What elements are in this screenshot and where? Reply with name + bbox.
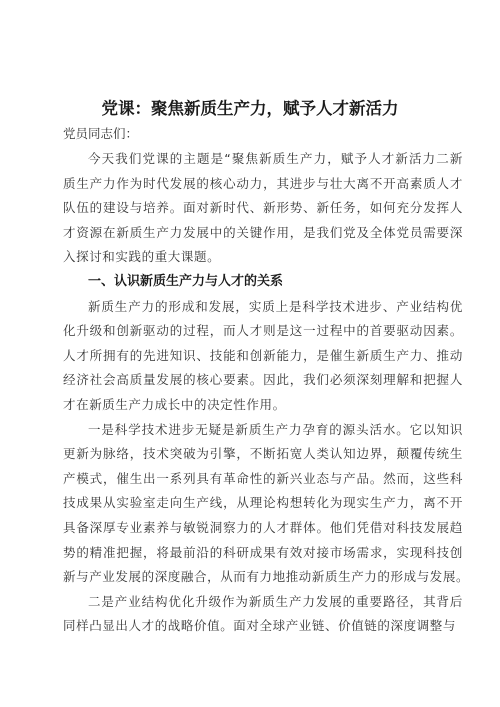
text-line: 队伍的建设与培养。面对新时代、新形势、新任务，如何充分发挥人 bbox=[63, 200, 463, 216]
document-body bbox=[63, 147, 470, 639]
text-line: 一、认识新质生产力与人才的关系 bbox=[88, 273, 284, 289]
text-line: 才资源在新质生产力发展中的关键作用，是我们党及全体党员需要深 bbox=[63, 224, 463, 240]
paragraph bbox=[63, 147, 463, 270]
text-line: 同样凸显出人才的战略价值。面对全球产业链、价值链的深度调整与 bbox=[63, 618, 457, 634]
text-line: 更新为脉络，技术突破为引擎，不断拓宽人类认知边界，颠覆传统生 bbox=[63, 446, 463, 462]
text-line: 质生产力作为时代发展的核心动力，其进步与壮大离不开高素质人才 bbox=[63, 175, 463, 191]
text-line: 经济社会高质量发展的核心要素。因此，我们必须深刻理解和把握人 bbox=[63, 372, 463, 388]
text-line: 新质生产力的形成和发展，实质上是科学技术进步、产业结构优 bbox=[88, 298, 463, 314]
text-line: 今天我们党课的主题是“聚焦新质生产力，赋予人才新活力二新 bbox=[88, 151, 463, 166]
salutation: 党员同志们： bbox=[63, 126, 139, 141]
text-line: 势的精准把握，将最前沿的科研成果有效对接市场需求，实现科技创 bbox=[63, 544, 463, 560]
text-line: 一是科学技术进步无疑是新质生产力孕育的源头活水。它以知识 bbox=[88, 421, 463, 437]
text-line: 新与产业发展的深度融合，从而有力地推动新质生产力的形成与发展。 bbox=[63, 569, 470, 585]
paragraph bbox=[63, 295, 463, 418]
text-line: 具备深厚专业素养与敏锐洞察力的人才群体。他们凭借对科技发展趋 bbox=[63, 519, 463, 535]
section-heading bbox=[63, 270, 463, 295]
paragraph bbox=[63, 418, 470, 590]
text-line: 产模式，催生出一系列具有革命性的新兴业态与产品。然而，这些科 bbox=[63, 470, 463, 486]
text-line: 入探讨和实践的重大课题。 bbox=[63, 249, 221, 265]
text-line: 二是产业结构优化升级作为新质生产力发展的重要路径，其背后 bbox=[88, 593, 463, 609]
paragraph bbox=[63, 590, 463, 639]
text-line: 技成果从实验室走向生产线，从理论构想转化为现实生产力，离不开 bbox=[63, 495, 463, 511]
text-line: 人才所拥有的先进知识、技能和创新能力，是催生新质生产力、推动 bbox=[63, 347, 463, 363]
text-line: 才在新质生产力成长中的决定性作用。 bbox=[63, 396, 286, 412]
page-title: 党课：聚焦新质生产力，赋予人才新活力 bbox=[101, 99, 399, 118]
text-line: 化升级和创新驱动的过程，而人才则是这一过程中的首要驱动因素。 bbox=[63, 323, 463, 339]
